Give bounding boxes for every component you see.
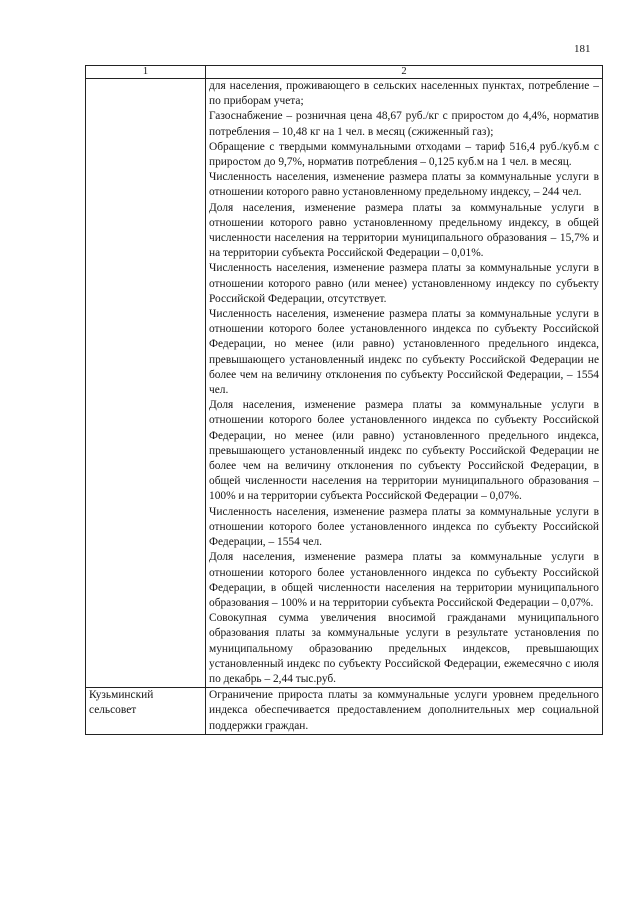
paragraph: Численность населения, изменение размера платы за коммунальные услуги в отношении которого более установленного индекса по субъекту Российской Федерации, – 1554 чел. <box>209 505 599 549</box>
paragraph: Доля населения, изменение размера платы за коммунальные услуги в отношении которого равно установленному предельному индексу, в общей численности населения на территории муниципального образования – 15,7% и на территории субъекта Российской Федерации – 0,01%. <box>209 201 599 260</box>
paragraph: Ограничение прироста платы за коммунальные услуги уровнем предельного индекса обеспечивается предоставлением дополнительных мер социальной поддержки граждан. <box>209 689 599 732</box>
paragraph: Доля населения, изменение размера платы за коммунальные услуги в отношении которого более установленного индекса по субъекту Российской Федерации, но менее (или равно) установленного предельного индекса, превышающего установленный индекс по субъекту Российской Федерации не более чем на величину отклонения по субъекту Российской Федерации, в общей численности населения на территории муниципального образования – 100% и на территории субъекта Российской Федерации – 0,07%. <box>209 399 599 503</box>
region-cell: Кузьминский сельсовет <box>86 688 206 735</box>
document-table <box>85 65 603 735</box>
content-cell <box>206 79 603 688</box>
page-number: 181 <box>574 43 591 55</box>
table-row <box>86 688 603 735</box>
paragraph: Численность населения, изменение размера платы за коммунальные услуги в отношении которого более установленного индекса по субъекту Российской Федерации, но менее (или равно) установленного предельного индекса, превышающего установленный индекс по субъекту Российской Федерации не более чем на величину отклонения по субъекту Российской Федерации, – 1554 чел. <box>209 308 599 397</box>
paragraph: Численность населения, изменение размера платы за коммунальные услуги в отношении которого равно установленному предельному индексу, – 244 чел. <box>209 171 599 199</box>
paragraph: Газоснабжение – розничная цена 48,67 руб./кг с приростом до 4,4%, норматив потребления – 10,48 кг на 1 чел. в месяц (сжиженный газ); <box>209 110 599 138</box>
region-cell <box>86 79 206 688</box>
table-header-row <box>86 66 603 79</box>
paragraph: Обращение с твердыми коммунальными отходами – тариф 516,4 руб./куб.м с приростом до 9,7%, норматив потребления – 0,125 куб.м на 1 чел. в месяц. <box>209 140 599 169</box>
column-header-2: 2 <box>206 66 603 79</box>
table-row <box>86 79 603 688</box>
paragraph: Численность населения, изменение размера платы за коммунальные услуги в отношении которого равно (или менее) установленному индексу по субъекту Российской Федерации, отсутствует. <box>209 262 599 305</box>
content-cell <box>206 688 603 735</box>
paragraph: Доля населения, изменение размера платы за коммунальные услуги в отношении которого более установленного индекса по субъекту Российской Федерации, в общей численности населения на территории муниципального образования – 100% и на территории субъекта Российской Федерации – 0,07%. <box>209 551 599 609</box>
paragraph: для населения, проживающего в сельских населенных пунктах, потребление – по приборам учета; <box>209 80 599 108</box>
paragraph: Совокупная сумма увеличения вносимой гражданами муниципального образования платы за коммунальные услуги в результате установления по муниципальному образованию предельных индексов, превышающих установленный индекс по субъекту Российской Федерации, ежемесячно с июля по декабрь – 2,44 тыс.руб. <box>209 612 599 685</box>
column-header-1: 1 <box>86 66 206 79</box>
